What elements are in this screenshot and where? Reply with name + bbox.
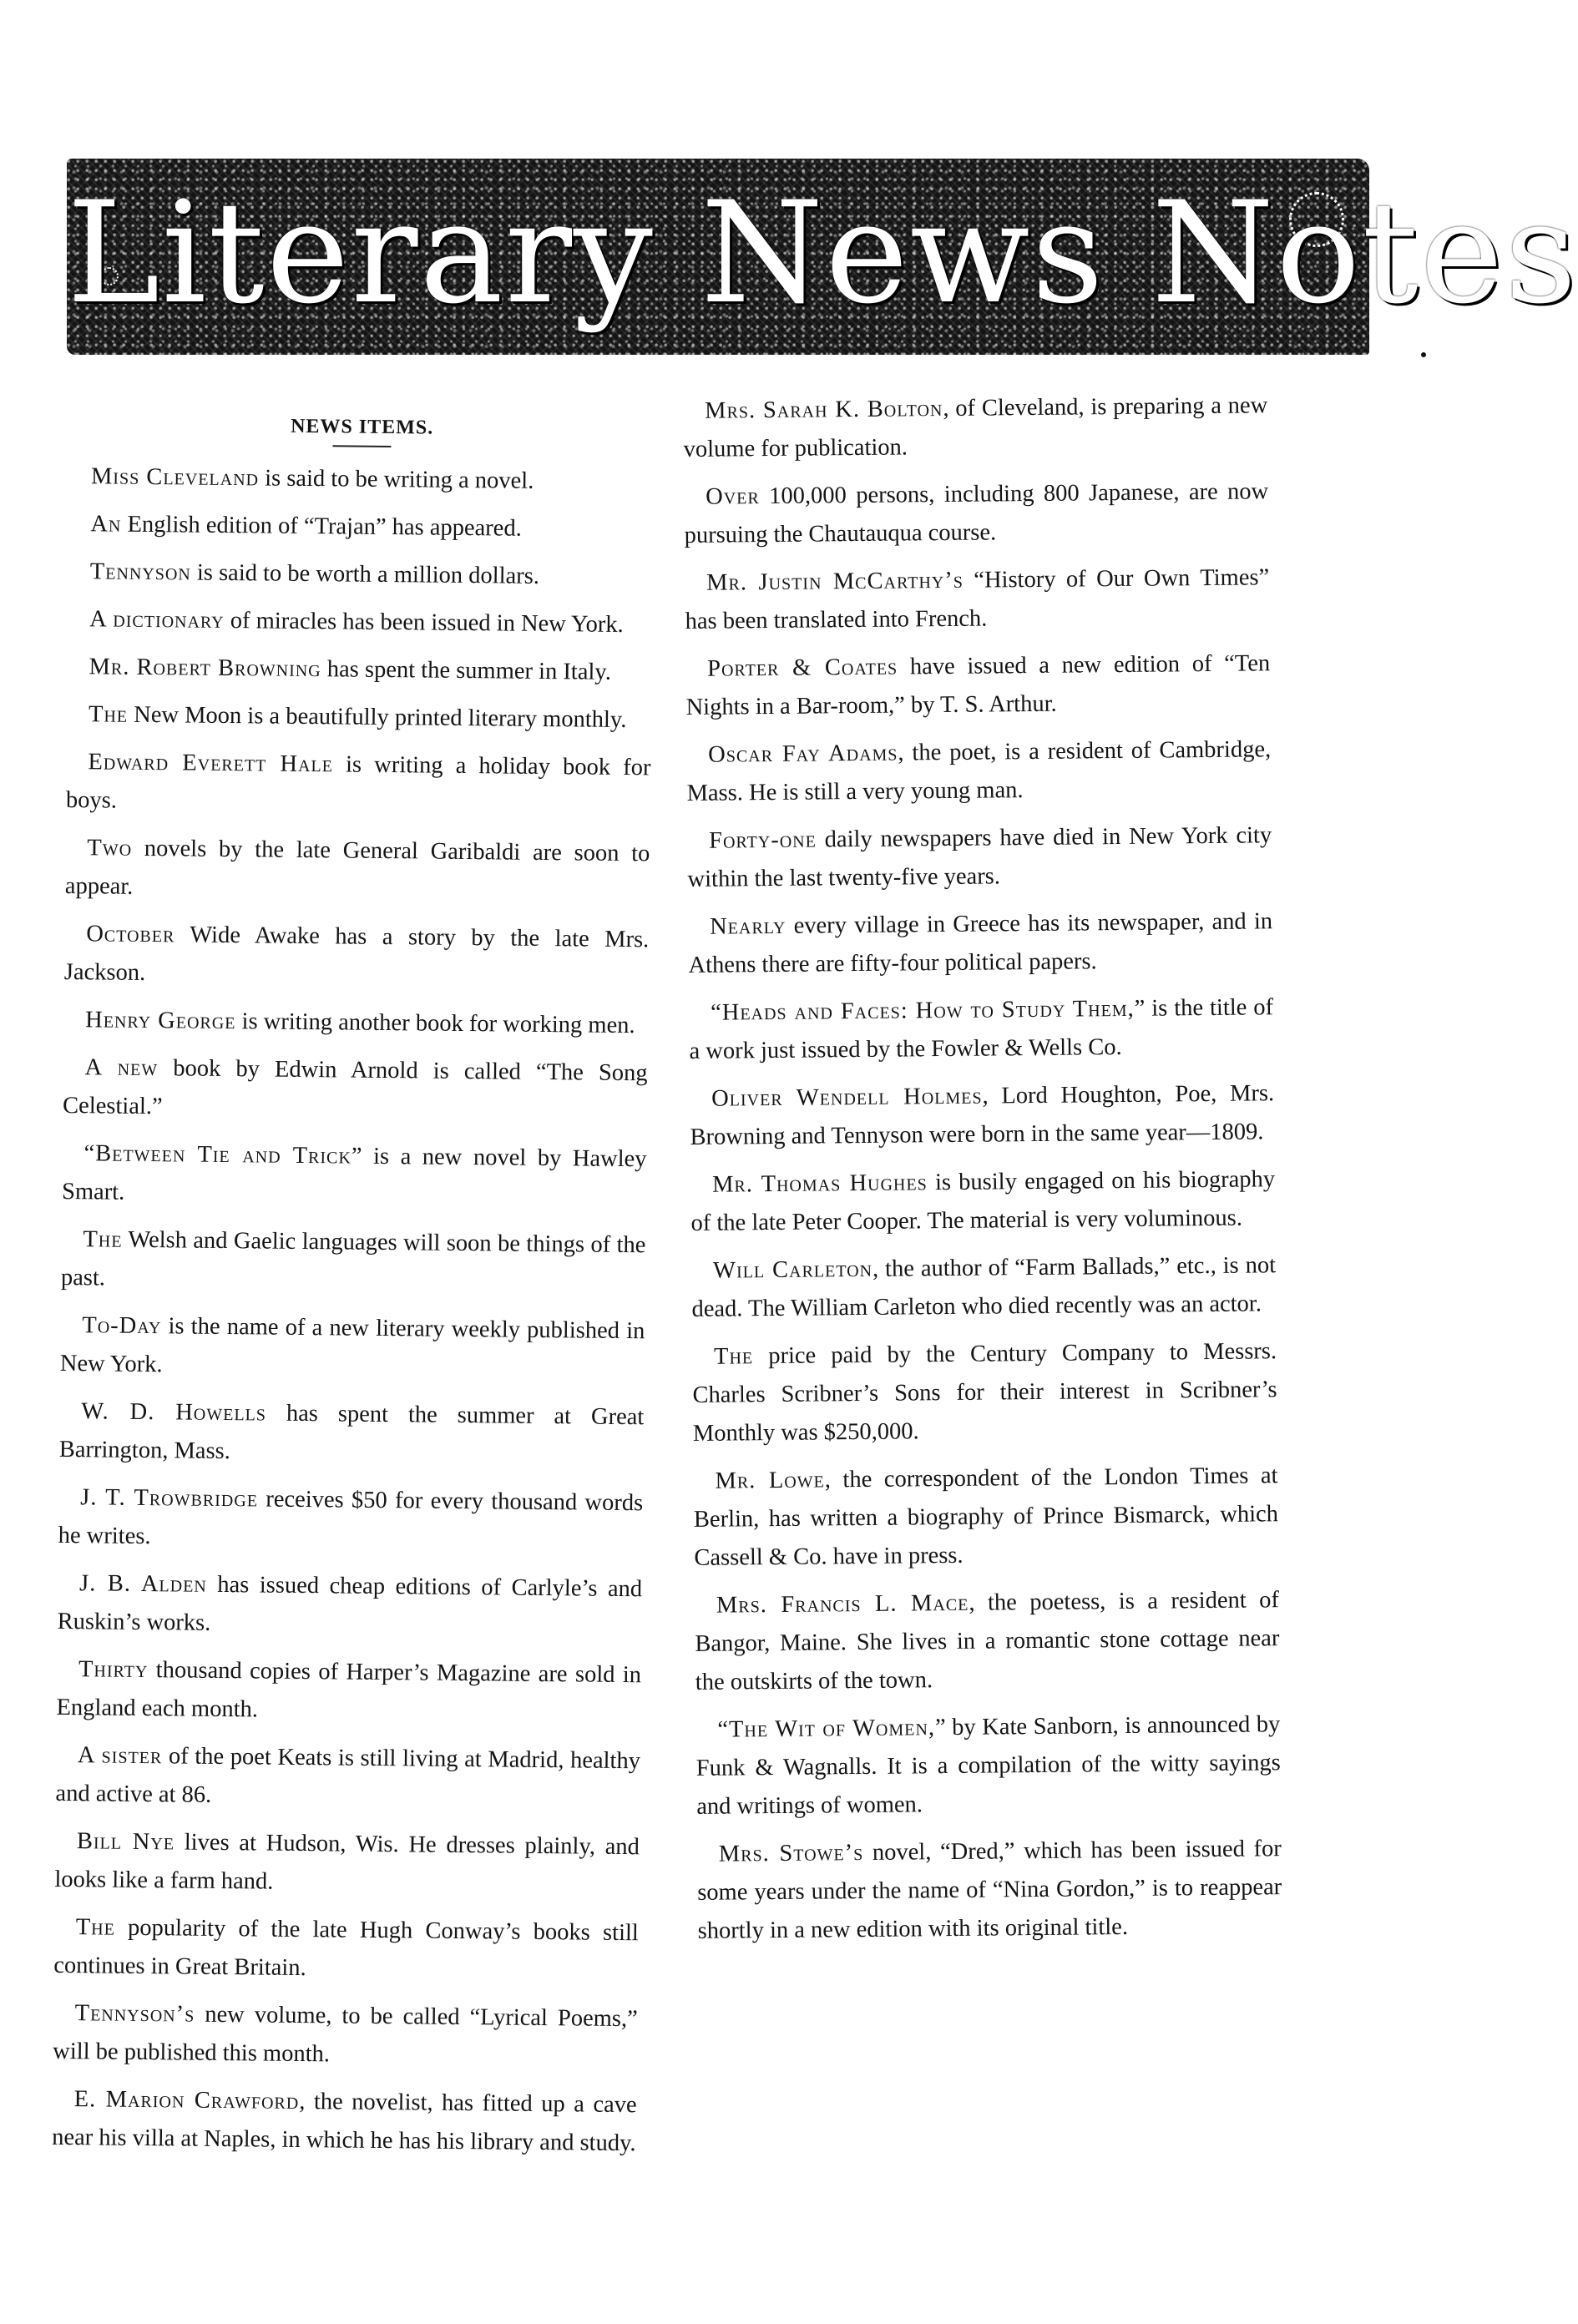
news-item (690, 1074, 1275, 1157)
news-item-text: receives $50 for every thousand words he writes. (58, 1486, 644, 1550)
news-item (66, 743, 651, 826)
news-item-text: “History of Our Own Times” has been translated into French. (685, 564, 1270, 634)
news-item-lead: Bill Nye (76, 1828, 175, 1856)
news-item (688, 902, 1273, 985)
news-item (695, 1705, 1281, 1826)
news-item-lead: Tennyson’s (74, 2000, 195, 2028)
news-item-lead: October (86, 921, 175, 948)
news-item (59, 1392, 645, 1475)
news-item (62, 1134, 647, 1217)
news-item-text: is busily engaged on his biography of the late Peter Cooper. The material is very voluminous. (690, 1166, 1276, 1236)
news-item (68, 600, 652, 644)
news-item-text: ” is the title of a work just issued by the Fowler & Wells Co. (689, 994, 1274, 1064)
news-item (67, 695, 651, 740)
news-item-lead: Mrs. Stowe’s (718, 1840, 864, 1867)
news-item-text: novels by the late General Garibaldi are soon to appear. (64, 835, 650, 900)
news-item-lead: J. B. Alden (78, 1570, 208, 1598)
news-item-text: , the author of “Farm Ballads,” etc., is not dead. The William Carleton who died recently was an actor. (691, 1252, 1277, 1322)
news-item-text: every village in Greece has its newspaper, and in Athens there are fifty-four political papers. (688, 908, 1273, 978)
news-item (691, 1246, 1277, 1329)
news-item-lead: The (75, 1914, 116, 1941)
news-item-lead: Henry George (85, 1007, 236, 1035)
news-item-text: new volume, to be called “Lyrical Poems,” will be published this month. (53, 2001, 638, 2068)
news-item-lead: “Between Tie and Trick (83, 1140, 352, 1170)
news-item (55, 1736, 640, 1819)
news-item-text: , the correspondent of the London Times at Berlin, has written a biography of Prince Bismarck, which Cassell & Co. have in press. (693, 1463, 1279, 1571)
news-item-lead: A dictionary (89, 606, 225, 634)
news-item-text: , the novelist, has fitted up a cave near his villa at Naples, in which he has his library and study. (52, 2088, 637, 2157)
news-item-text: daily newspapers have died in New York city within the last twenty-five years. (687, 822, 1272, 892)
news-item-lead: A sister (77, 1742, 163, 1770)
news-item-lead: “The Wit of Women, (717, 1715, 936, 1743)
news-item (695, 1581, 1280, 1702)
news-item (60, 1306, 645, 1389)
news-item (57, 1564, 642, 1647)
news-item (53, 1994, 638, 2077)
news-item (56, 1650, 641, 1733)
news-item-lead: Edward Everett Hale (88, 749, 334, 778)
news-item-text: thousand copies of Harper’s Magazine are sold in England each month. (56, 1657, 642, 1723)
news-item-lead: Oliver Wendell Holmes (711, 1083, 983, 1112)
news-item (65, 829, 650, 912)
news-item-lead: To-Day (82, 1312, 162, 1340)
news-item (690, 1160, 1276, 1243)
news-item-text: , Lord Houghton, Poe, Mrs. Browning and Tennyson were born in the same year—1809. (690, 1080, 1275, 1150)
news-item-text: is writing another book for working men. (235, 1008, 635, 1039)
news-item-text: has spent the summer in Italy. (321, 656, 612, 685)
news-item (685, 644, 1271, 727)
news-item-text: book by Edwin Arnold is called “The Song Celestial.” (62, 1055, 648, 1120)
news-item (68, 505, 653, 549)
news-item-lead: Mr. Justin McCarthy’s (706, 567, 964, 596)
news-item (58, 1478, 643, 1561)
news-item-text: English edition of “Trajan” has appeared. (121, 511, 522, 542)
news-item-text: popularity of the late Hugh Conway’s books still continues in Great Britain. (53, 1914, 639, 1982)
news-item-text: lives at Hudson, Wis. He dresses plainly, and looks like a farm hand. (54, 1829, 640, 1895)
news-item (69, 457, 654, 502)
news-item-lead: The (88, 701, 129, 728)
news-item-lead: Two (87, 835, 133, 861)
news-item (63, 1001, 648, 1045)
news-item (687, 816, 1272, 899)
news-item-text: is writing a holiday book for boys. (65, 751, 651, 814)
news-item-text: novel, “Dred,” which has been issued for some years under the name of “Nina Gordon,” is to reappear shortly in a new edition with its original title. (697, 1836, 1282, 1944)
news-item-lead: E. Marion Crawford (73, 2086, 300, 2114)
left-column (52, 399, 655, 2172)
news-item-text: have issued a new edition of “Ten Nights in a Bar-room,” by T. S. Arthur. (685, 650, 1271, 720)
news-item-lead: Mr. Lowe (715, 1467, 825, 1494)
news-item (686, 730, 1272, 813)
news-item-lead: Oscar Fay Adams (708, 740, 898, 768)
news-item-lead: Nearly (709, 912, 786, 940)
news-item (684, 472, 1269, 555)
news-item (52, 2080, 637, 2163)
news-item-text: ” is a new novel by Hawley Smart. (61, 1143, 647, 1205)
news-item-text: , of Cleveland, is preparing a new volume for publication. (683, 392, 1268, 462)
news-item-text: is the name of a new literary weekly published in New York. (59, 1313, 645, 1378)
news-item-lead: W. D. Howells (81, 1398, 267, 1427)
news-item-text: price paid by the Century Company to Messrs. Charles Scribner’s Sons for their interest in Scribner’s Monthly was $250,000. (692, 1338, 1277, 1447)
news-item-lead: “Heads and Faces: How to Study Them, (710, 995, 1135, 1026)
news-item-text: is said to be worth a million dollars. (190, 559, 540, 589)
news-item (693, 1457, 1278, 1578)
news-item (692, 1332, 1277, 1453)
news-item-text: is said to be writing a novel. (258, 465, 534, 494)
news-item (685, 558, 1270, 641)
news-item (689, 988, 1274, 1071)
news-item-lead: A new (84, 1054, 159, 1082)
news-item (683, 386, 1268, 469)
news-item-text: has spent the summer at Great Barrington, Mass. (58, 1400, 645, 1465)
news-item-text: of miracles has been issued in New York. (224, 607, 624, 638)
news-item-text: Welsh and Gaelic languages will soon be things of the past. (60, 1226, 646, 1291)
news-item-lead: Thirty (78, 1656, 149, 1684)
news-list-right (683, 386, 1282, 1951)
news-item-lead: An (90, 511, 122, 538)
news-item-text: ” by Kate Sanborn, is announced by Funk & Wagnalls. It is a compilation of the witty sayings and writings of women. (695, 1711, 1281, 1820)
news-item-lead: The (83, 1226, 123, 1253)
news-item-text: Wide Awake has a story by the late Mrs. Jackson. (63, 922, 650, 986)
news-item-lead: Will Carleton (712, 1255, 873, 1284)
news-item-lead: The (713, 1343, 754, 1370)
masthead-title: Literary News Notes (67, 171, 1578, 335)
masthead-banner (67, 159, 1578, 355)
news-item (54, 1822, 640, 1905)
right-column (683, 386, 1282, 1960)
news-item-lead: Mrs. Francis L. Mace (716, 1589, 969, 1619)
news-list-left (52, 457, 654, 2163)
news-item (63, 1048, 648, 1131)
news-item-lead: J. T. Trowbridge (80, 1484, 259, 1513)
divider (332, 445, 391, 447)
news-item-lead: Forty-one (709, 826, 817, 854)
news-item-lead: Over (706, 483, 760, 510)
news-item-text: of the poet Keats is still living at Madrid, healthy and active at 86. (55, 1743, 641, 1808)
news-item-text: 100,000 persons, including 800 Japanese, are now pursuing the Chautauqua course. (684, 478, 1269, 548)
news-item-text: New Moon is a beautifully printed literary monthly. (127, 701, 627, 733)
news-item-lead: Porter & Coates (707, 654, 898, 682)
news-item-text: has issued cheap editions of Carlyle’s and Ruskin’s works. (57, 1571, 643, 1636)
news-item (697, 1830, 1282, 1951)
section-heading: NEWS ITEMS. (291, 415, 434, 439)
news-item-text: , the poet, is a resident of Cambridge, Mass. He is still a very young man. (686, 736, 1272, 806)
news-item-lead: Mr. Robert Browning (89, 654, 321, 683)
news-item-lead: Miss Cleveland (90, 463, 260, 492)
news-item-lead: Mrs. Sarah K. Bolton (705, 396, 943, 424)
news-item (64, 915, 650, 998)
news-item (53, 1908, 639, 1991)
news-item-lead: Tennyson (89, 558, 191, 586)
print-speck (1421, 352, 1426, 357)
news-item-text: , the poetess, is a resident of Bangor, Maine. She lives in a romantic stone cottage near the outskirts of the town. (695, 1587, 1280, 1695)
news-item (68, 553, 653, 597)
news-item (61, 1220, 646, 1303)
news-item-lead: Mr. Thomas Hughes (711, 1170, 928, 1198)
news-item (67, 648, 651, 692)
